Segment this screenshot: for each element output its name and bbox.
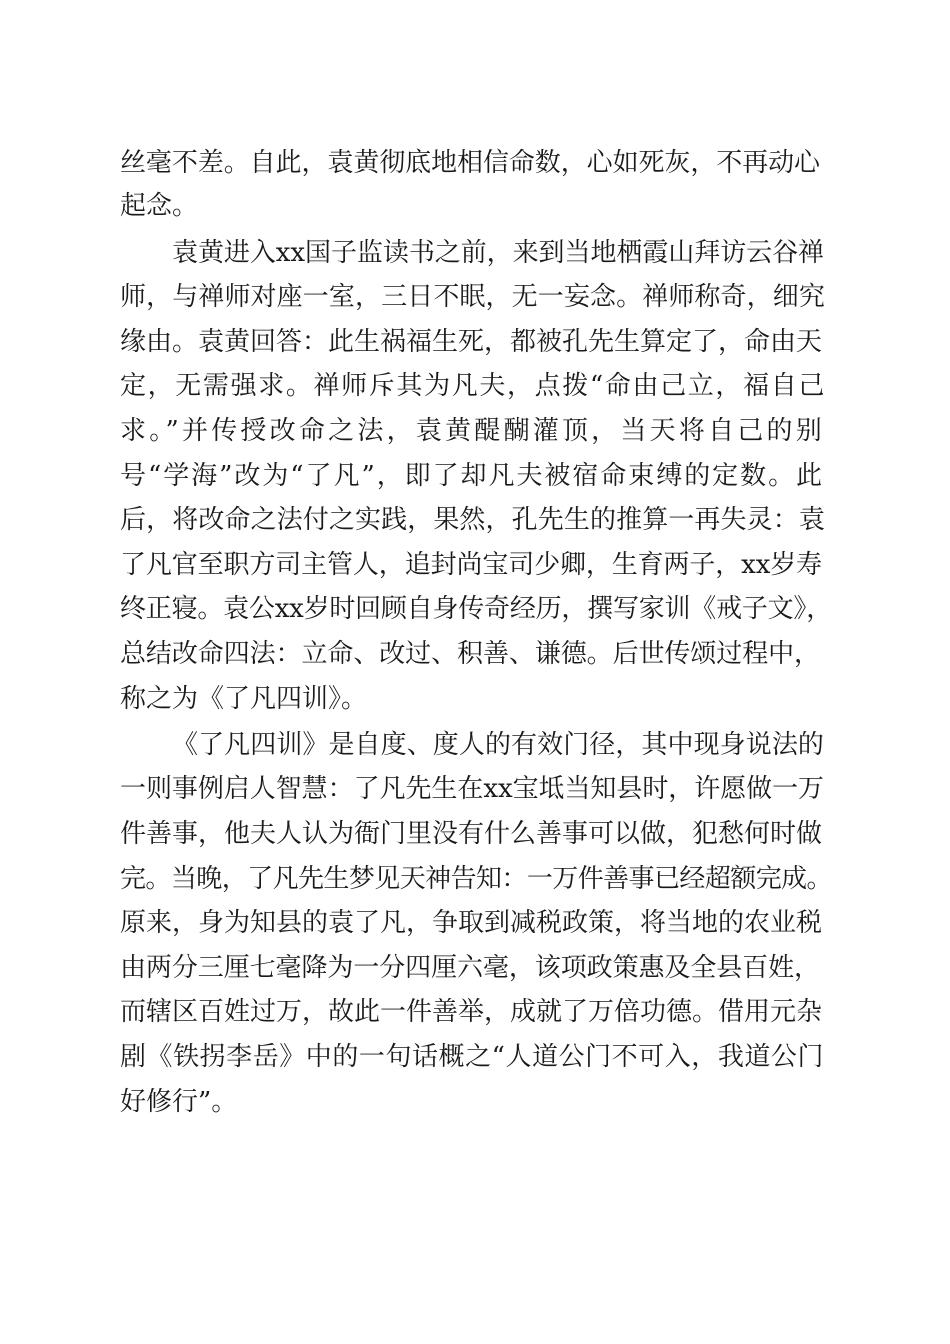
text-line bbox=[0, 992, 950, 1032]
text-line bbox=[0, 322, 950, 362]
line-text: 起念。 bbox=[120, 191, 199, 221]
text-line bbox=[0, 143, 950, 183]
line-text: 《了凡四训》是自度、度人的有效门径，其中现身说法的 bbox=[172, 730, 824, 760]
line-text: 终正寝。袁公xx岁时回顾自身传奇经历，撰写家训《戒子文》， bbox=[120, 594, 832, 624]
text-line bbox=[0, 1082, 950, 1122]
text-line bbox=[0, 814, 950, 854]
line-text: 袁黄进入xx国子监读书之前，来到当地栖霞山拜访云谷禅 bbox=[172, 238, 824, 268]
text-line bbox=[0, 634, 950, 674]
line-text: 件善事，他夫人认为衙门里没有什么善事可以做，犯愁何时做 bbox=[120, 819, 822, 849]
text-line bbox=[0, 411, 950, 451]
text-line bbox=[0, 233, 950, 273]
line-text: 师，与禅师对座一室，三日不眠，无一妄念。禅师称奇，细究 bbox=[120, 282, 825, 312]
text-line bbox=[0, 859, 950, 899]
text-line bbox=[0, 366, 950, 406]
text-line bbox=[0, 948, 950, 988]
line-text: 剧《铁拐李岳》中的一句话概之“人道公门不可入，我道公门 bbox=[120, 1042, 824, 1072]
line-text: 一则事例启人智慧：了凡先生在xx宝坻当知县时，许愿做一万 bbox=[120, 774, 824, 804]
line-text: 了凡官至职方司主管人，追封尚宝司少卿，生育两子，xx岁寿 bbox=[120, 550, 822, 580]
text-line bbox=[0, 500, 950, 540]
text-line bbox=[0, 725, 950, 765]
line-text: 而辖区百姓过万，故此一件善举，成就了万倍功德。借用元杂 bbox=[120, 997, 822, 1027]
line-text: 总结改命四法：立命、改过、积善、谦德。后世传颂过程中， bbox=[120, 639, 820, 669]
line-text: 丝毫不差。自此，袁黄彻底地相信命数，心如死灰，不再动心 bbox=[120, 148, 820, 178]
line-text: 原来，身为知县的袁了凡，争取到减税政策，将当地的农业税 bbox=[120, 908, 822, 938]
text-line bbox=[0, 186, 950, 226]
line-text: 好修行”。 bbox=[120, 1087, 238, 1117]
line-text: 由两分三厘七毫降为一分四厘六毫，该项政策惠及全县百姓， bbox=[120, 953, 820, 983]
text-line bbox=[0, 545, 950, 585]
line-text: 定，无需强求。禅师斥其为凡夫，点拨“命由己立，福自己 bbox=[120, 371, 826, 401]
line-text: 号“学海”改为“了凡”，即了却凡夫被宿命束缚的定数。此 bbox=[120, 461, 824, 491]
text-line bbox=[0, 679, 950, 719]
text-line bbox=[0, 589, 950, 629]
line-text: 后，将改命之法付之实践，果然，孔先生的推算一再失灵：袁 bbox=[120, 505, 825, 535]
text-line bbox=[0, 903, 950, 943]
line-text: 缘由。袁黄回答：此生祸福生死，都被孔先生算定了，命由天 bbox=[120, 327, 822, 357]
line-text: 完。当晚，了凡先生梦见天神告知：一万件善事已经超额完成。 bbox=[120, 864, 832, 894]
text-line bbox=[0, 769, 950, 809]
line-text: 求。”并传授改命之法，袁黄醍醐灌顶，当天将自己的别 bbox=[120, 416, 825, 446]
text-line bbox=[0, 456, 950, 496]
text-line bbox=[0, 1037, 950, 1077]
line-text: 称之为《了凡四训》。 bbox=[120, 684, 368, 714]
text-line bbox=[0, 277, 950, 317]
